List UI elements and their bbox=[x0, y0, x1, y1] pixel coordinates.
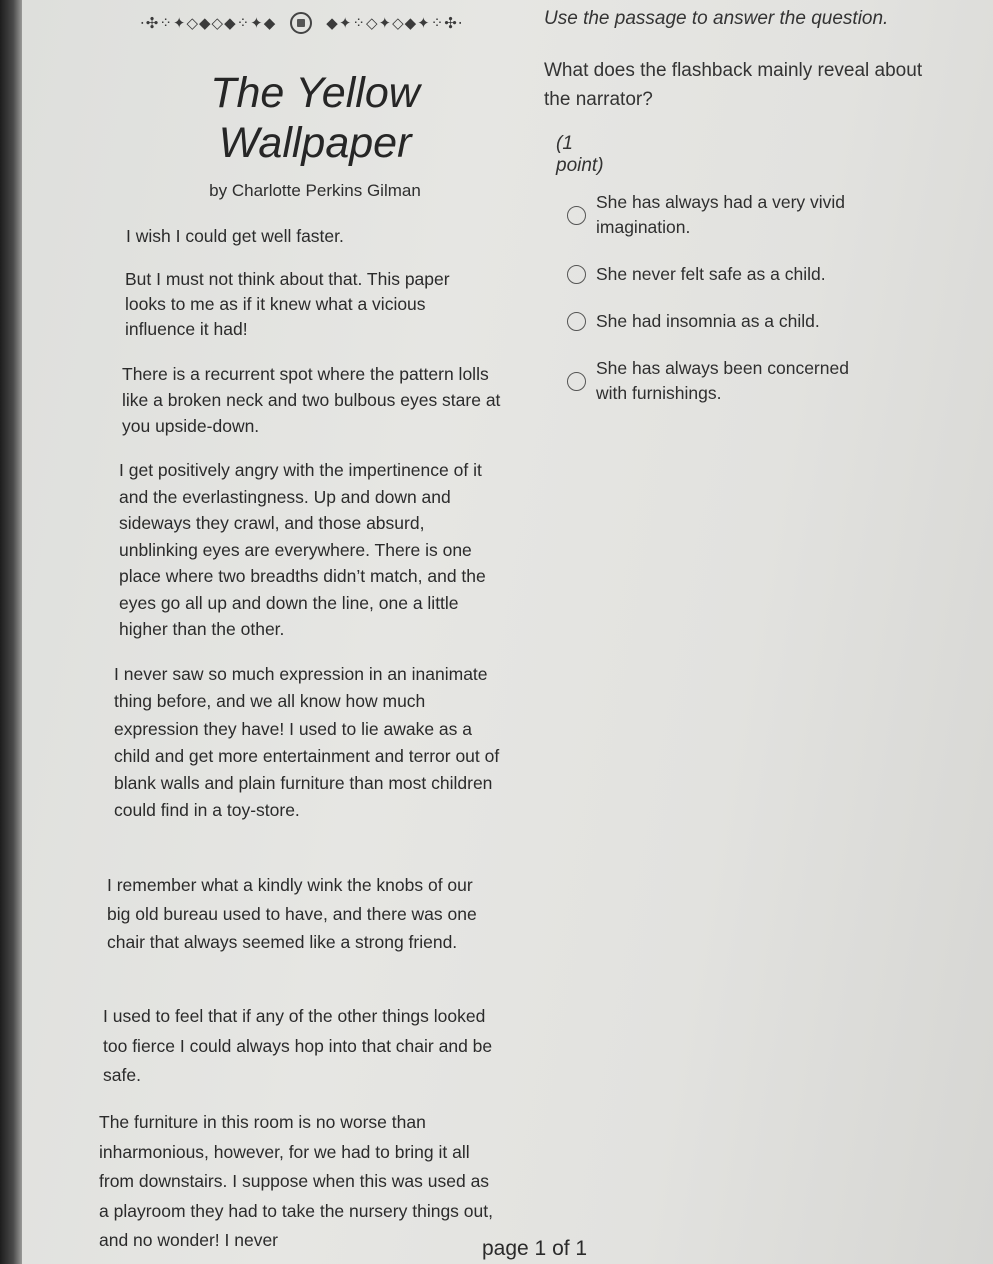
passage-paragraph-5: I never saw so much expression in an inanimate thing before, and we all know how much expression they have! I used to lie awake as a child and get more entertainment and terror out of blank walls and plain furniture than most children could find in a toy-store. bbox=[114, 664, 500, 821]
passage-paragraph-1: I wish I could get well faster. bbox=[126, 226, 344, 246]
answer-option-label[interactable]: She has always had a very vivid imagination. bbox=[596, 192, 846, 237]
medallion-icon bbox=[290, 12, 312, 34]
passage-paragraph-6: I remember what a kindly wink the knobs of our big old bureau used to have, and there was one chair that always seemed like a strong friend. bbox=[107, 875, 477, 952]
question-instruction: Use the passage to answer the question. bbox=[544, 8, 889, 29]
passage-title: The Yellow Wallpaper bbox=[210, 69, 420, 167]
answer-option-label[interactable]: She never felt safe as a child. bbox=[596, 264, 826, 284]
question-prompt: What does the flashback mainly reveal about the narrator? bbox=[544, 60, 923, 110]
screen-bezel bbox=[0, 0, 22, 1264]
radio-button-icon[interactable] bbox=[567, 265, 586, 284]
page-indicator: page 1 of 1 bbox=[482, 1237, 588, 1260]
answer-option-2[interactable] bbox=[567, 262, 867, 287]
radio-button-icon[interactable] bbox=[567, 312, 586, 331]
radio-button-icon[interactable] bbox=[567, 372, 586, 391]
radio-button-icon[interactable] bbox=[567, 206, 586, 225]
answer-option-label[interactable]: She has always been concerned with furnishings. bbox=[596, 358, 849, 403]
passage-paragraph-2: But I must not think about that. This paper looks to me as if it knew what a vicious influence it had! bbox=[125, 269, 450, 339]
passage-paragraph-8: The furniture in this room is no worse than inharmonious, however, for we had to bring it all from downstairs. I suppose when this was used as a playroom they had to take the nursery things out, and no wonder! I never bbox=[99, 1112, 493, 1250]
answer-option-4[interactable] bbox=[567, 356, 867, 406]
passage-paragraph-7: I used to feel that if any of the other things looked too fierce I could always hop into that chair and be safe. bbox=[103, 1006, 493, 1085]
answer-option-3[interactable] bbox=[567, 309, 867, 334]
passage-author: by Charlotte Perkins Gilman bbox=[209, 181, 421, 200]
passage-paragraph-3: There is a recurrent spot where the pattern lolls like a broken neck and two bulbous eyes stare at you upside-down. bbox=[122, 364, 501, 436]
passage-paragraph-4: I get positively angry with the impertinence of it and the everlastingness. Up and down and sideways they crawl, and those absurd, unblinking eyes are everywhere. There is one place where two breadths didn’t match, and the eyes go all up and down the line, one a little higher than the other. bbox=[119, 460, 486, 639]
answer-option-1[interactable] bbox=[567, 190, 867, 240]
ornament-left-icon: ⋅✣⁘✦◇◆◇◆⁘✦◆ bbox=[140, 15, 277, 32]
question-points: (1 point) bbox=[556, 133, 604, 176]
answer-option-label[interactable]: She had insomnia as a child. bbox=[596, 311, 820, 331]
ornament-right-icon: ◆✦⁘◇✦◇◆✦⁘✣⋅ bbox=[326, 15, 464, 32]
decorative-header-border bbox=[140, 8, 495, 38]
